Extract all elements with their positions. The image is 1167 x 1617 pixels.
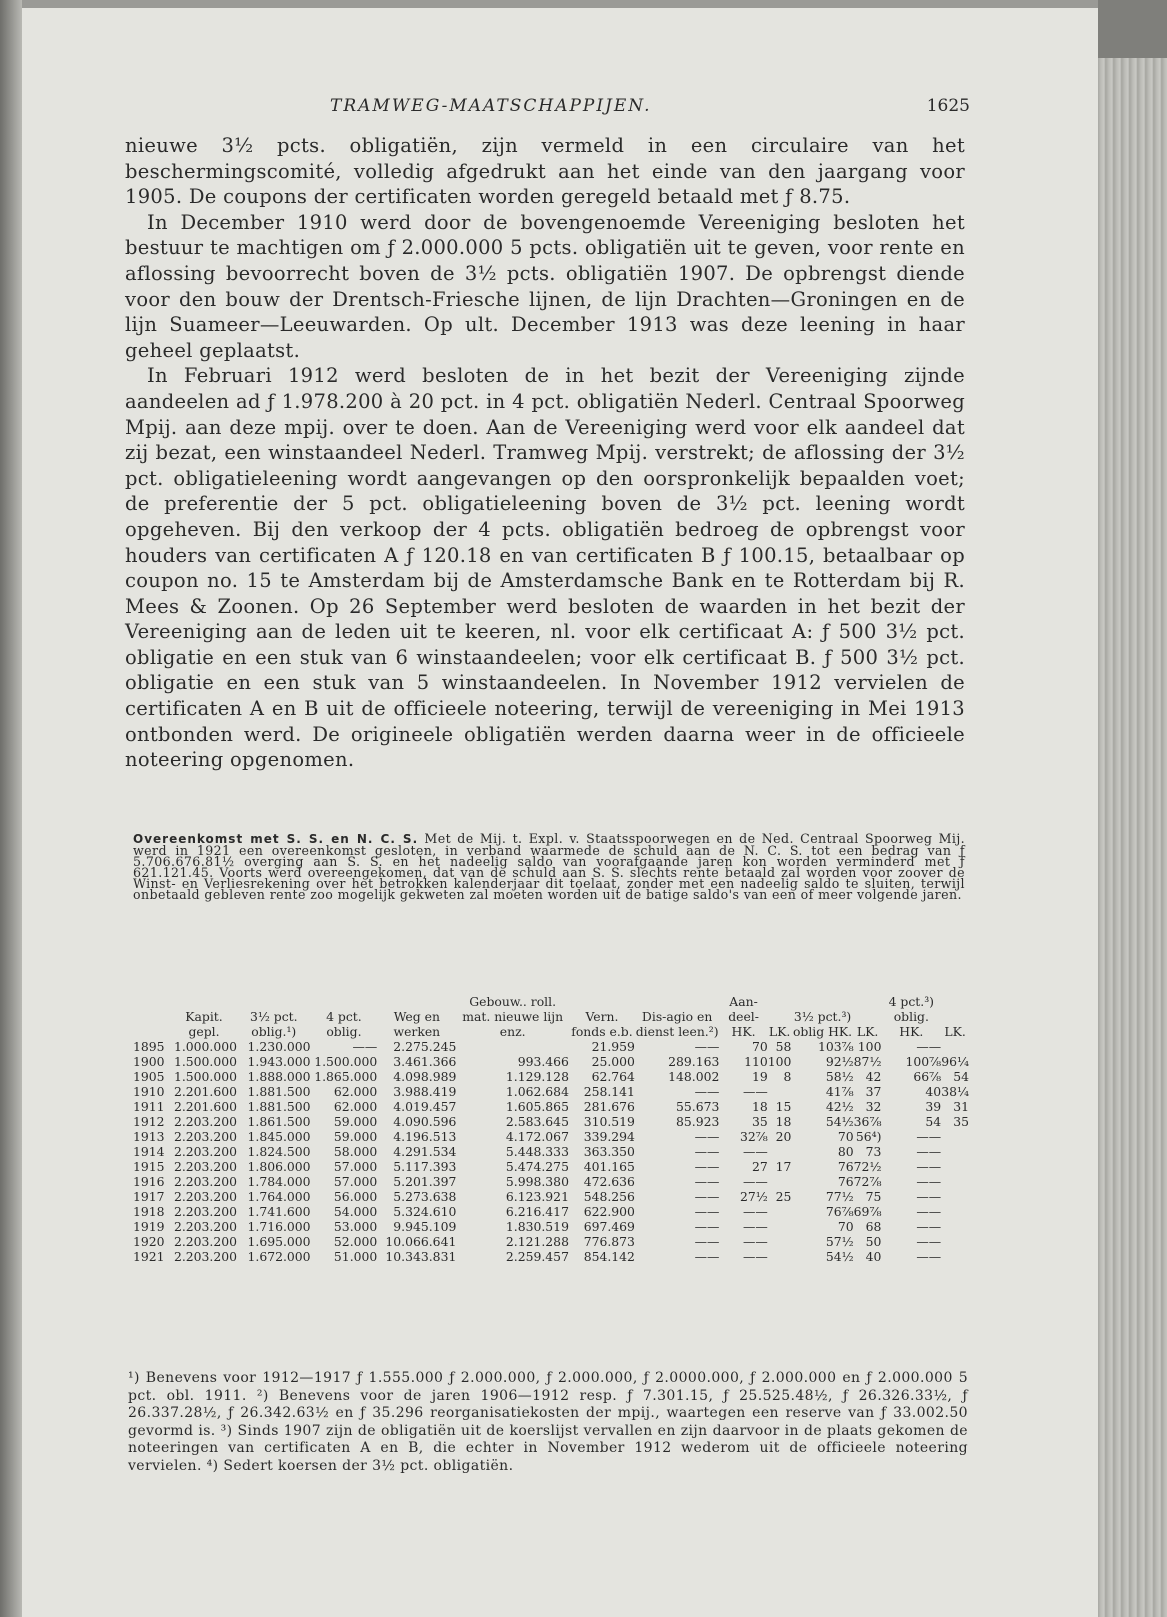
table-cell: 59.000 [333, 1114, 378, 1129]
footnotes: ¹) Benevens voor 1912—1917 ƒ 1.555.000 ƒ 2.000.000, ƒ 2.000.000, ƒ 2.0000.000, ƒ 2.000.000 en ƒ 2.000.000 5 pct. obl. 1911. ²) Benevens voor de jaren 1906—1912 resp. ƒ 7.301.15, ƒ 25.525.48½, ƒ 26.326.33½, ƒ 26.337.28½, ƒ 26.342.63½ en ƒ 35.296 reorganisatiekosten der mpij., waartegen een reserve van ƒ 33.002.50 gevormd is. ³) Sinds 1907 zijn de obligatiën uit de koerslijst vervallen en zijn daarvoor in de plaats gekomen de noteeringen van certificaten A en B, die echter in November 1912 wederom uit de officieele noteering vervielen. ⁴) Sedert koersen der 3½ pct. obligatiën. [128, 1370, 968, 1474]
table-cell [941, 1039, 969, 1054]
table-cell: 548.256 [583, 1189, 635, 1204]
table-cell: 20 [775, 1129, 792, 1144]
table-cell [768, 1174, 792, 1189]
table-cell: 10.343.831 [385, 1249, 457, 1264]
table-cell: 62.764 [591, 1069, 635, 1084]
table-cell: 17 [775, 1159, 792, 1174]
table-cell: 4.291.534 [393, 1144, 457, 1159]
column-header: Kapit. gepl. [185, 1009, 223, 1039]
table-cell: 100⅞ [905, 1054, 942, 1069]
table-cell: 32⅞ [739, 1129, 768, 1144]
table-cell: —— [742, 1219, 768, 1234]
table-cell [941, 1219, 969, 1234]
table-cell: 2.259.457 [505, 1249, 569, 1264]
table-cell: 622.900 [583, 1204, 635, 1219]
table-cell: 472.636 [583, 1174, 635, 1189]
table-cell: 75 [865, 1189, 882, 1204]
paragraph: In December 1910 werd door de bovengenoemde Vereeniging besloten het bestuur te machtigen om ƒ 2.000.000 5 pcts. obligatiën uit te geven, voor rente en aflossing bevoorrecht boven de 3½ pcts. obligatiën 1907. De opbrengst diende voor den bouw der Drentsch-Friesche lijnen, de lijn Drachten—Groningen en de lijn Suameer—Leeuwarden. Op ult. December 1913 was deze leening in haar geheel geplaatst. [125, 210, 965, 362]
table-cell: —— [916, 1144, 942, 1159]
column-header: Weg en werken [393, 1009, 441, 1039]
table-cell: 1.000.000 [173, 1039, 238, 1054]
table-cell: 2.203.200 [173, 1204, 238, 1219]
table-cell: 18 [775, 1114, 792, 1129]
table-cell: —— [742, 1084, 768, 1099]
table-cell: 1.881.500 [247, 1084, 311, 1099]
table-row [133, 1099, 969, 1114]
year-cell: 1910 [133, 1084, 165, 1099]
table-cell: 289.163 [668, 1054, 720, 1069]
year-cell: 1895 [133, 1039, 165, 1054]
table-cell: 1.861.500 [247, 1114, 311, 1129]
table-cell: 32 [865, 1099, 882, 1114]
table-row [133, 1054, 969, 1069]
table-row [133, 1249, 969, 1264]
table-cell: 54½ [825, 1249, 854, 1264]
main-text [125, 133, 965, 773]
table-row [133, 1234, 969, 1249]
table-cell: 1.500.000 [173, 1069, 238, 1084]
table-cell: 2.203.200 [173, 1174, 238, 1189]
table-cell: 25 [775, 1189, 792, 1204]
table-cell: —— [916, 1189, 942, 1204]
table-cell: 80 [837, 1144, 854, 1159]
column-header [133, 994, 171, 1039]
table-cell [941, 1159, 969, 1174]
table-cell: 5.201.397 [393, 1174, 457, 1189]
table-cell: —— [694, 1144, 720, 1159]
year-cell: 1912 [133, 1114, 165, 1129]
table-cell: 1.888.000 [247, 1069, 311, 1084]
table-cell: —— [742, 1234, 768, 1249]
table-cell: 4.019.457 [393, 1099, 457, 1114]
table-cell: —— [694, 1234, 720, 1249]
table-cell: 1.865.000 [314, 1069, 378, 1084]
table-cell: —— [916, 1039, 942, 1054]
table-cell: 56⁴) [855, 1129, 882, 1144]
table-cell: —— [694, 1189, 720, 1204]
table-cell: —— [916, 1249, 942, 1264]
table-header-row [133, 994, 969, 1039]
table-cell: 103⅞ [818, 1039, 854, 1054]
table-cell: 2.583.645 [505, 1114, 569, 1129]
table-cell: 8 [783, 1069, 792, 1084]
table-cell: 110 [744, 1054, 768, 1069]
table-cell: 62.000 [333, 1099, 378, 1114]
table-cell: 72⅞ [853, 1174, 882, 1189]
table-cell: —— [694, 1129, 720, 1144]
table-cell: 76⅞ [825, 1204, 854, 1219]
table-cell: 1.881.500 [247, 1099, 311, 1114]
table-cell: 92½ [825, 1054, 854, 1069]
table-cell [941, 1189, 969, 1204]
table-cell: 258.141 [583, 1084, 635, 1099]
year-cell: 1916 [133, 1174, 165, 1189]
table-cell: 87½ [853, 1054, 882, 1069]
table-cell: 363.350 [583, 1144, 635, 1159]
agreement-note [133, 833, 965, 901]
table-cell: 2.201.600 [173, 1099, 238, 1114]
year-cell: 1920 [133, 1234, 165, 1249]
table-cell: 2.203.200 [173, 1159, 238, 1174]
table-cell: 3.461.366 [393, 1054, 457, 1069]
table-cell: 41⅞ [825, 1084, 854, 1099]
column-header: Aan-deel- HK. [728, 994, 759, 1039]
table-cell: —— [694, 1204, 720, 1219]
table-cell: 42 [865, 1069, 882, 1084]
table-cell: 35 [953, 1114, 969, 1129]
table-cell: 2.203.200 [173, 1189, 238, 1204]
column-header: Dis-agio en dienst leen.²) [635, 1009, 719, 1039]
table-cell: 1.784.000 [247, 1174, 311, 1189]
table-cell [768, 1084, 792, 1099]
table-cell: 1.716.000 [247, 1219, 311, 1234]
table-cell: 1.806.000 [247, 1159, 311, 1174]
table-cell: —— [916, 1219, 942, 1234]
table-cell: 31 [953, 1099, 969, 1114]
year-cell: 1919 [133, 1219, 165, 1234]
note-text: Met de Mij. t. Expl. v. Staatsspoorwegen en de Ned. Centraal Spoorweg Mij. werd in 1921 een overeenkomst gesloten, in verband waarmede de schuld aan de N. C. S. tot een bedrag van ƒ 5.706.676.81½ overging aan S. S. en het nadeelig saldo van voorafgaande jaren kon worden verminderd met ƒ 621.121.45. Voorts werd overeengekomen, dat van de schuld aan S. S. slechts rente betaald zal worden voor zoover de Winst- en Verliesrekening over het betrokken kalenderjaar dit toelaat, zonder met een nadeelig saldo te sluiten, terwijl onbetaald gebleven rente zoo mogelijk gekweten zal moeten worden uit de batige saldo's van een of meer volgende jaren. [133, 831, 966, 903]
table-cell: 776.873 [583, 1234, 635, 1249]
table-cell: —— [694, 1249, 720, 1264]
table-cell [941, 1129, 969, 1144]
paragraph: In Februari 1912 werd besloten de in het bezit der Vereeniging zijnde aandeelen ad ƒ 1.978.200 à 20 pct. in 4 pct. obligatiën Nederl. Centraal Spoorweg Mpij. aan deze mpij. over te doen. Aan de Vereeniging werd voor elk aandeel dat zij bezat, een winstaandeel Nederl. Tramweg Mpij. verstrekt; de aflossing der 3½ pct. obligatieleening wordt aangevangen op den oorspronkelijk bepaalden voet; de preferentie der 5 pct. obligatieleening boven de 3½ pct. leening wordt opgeheven. Bij den verkoop der 4 pcts. obligatiën bedroeg de opbrengst voor houders van certificaten A ƒ 120.18 en van certificaten B ƒ 100.15, betaalbaar op coupon no. 15 te Amsterdam bij de Amsterdamsche Bank en te Rotterdam bij R. Mees & Zoonen. Op 26 September werd besloten de waarden in het bezit der Vereeniging aan de leden uit te keeren, nl. voor elk certificaat A: ƒ 500 3½ pct. obligatie en een stuk van 6 winstaandeelen; voor elk certificaat B. ƒ 500 3½ pct. obligatie en een stuk van 5 winstaandeelen. In November 1912 vervielen de certificaten A en B uit de officieele noteering, terwijl de vereeniging in Mei 1913 ontbonden werd. De origineele obligatiën werden daarna weer in de officieele noteering opgenomen. [125, 364, 965, 772]
year-cell: 1917 [133, 1189, 165, 1204]
table-cell: 54 [953, 1069, 969, 1084]
column-header: LK. [768, 1024, 791, 1039]
table-cell: 1.764.000 [247, 1189, 311, 1204]
table-cell: 9.945.109 [393, 1219, 457, 1234]
table-cell [456, 1039, 569, 1054]
table-cell: 1.500.000 [173, 1054, 238, 1069]
column-header: Vern. fonds e.b. [571, 1009, 633, 1039]
table-cell: —— [742, 1204, 768, 1219]
table-cell: 58½ [825, 1069, 854, 1084]
book-page-edges [1098, 0, 1167, 1617]
table-cell [768, 1249, 792, 1264]
table-cell: 70 [837, 1219, 854, 1234]
table-cell: 51.000 [333, 1249, 378, 1264]
table-cell: 1.062.684 [505, 1084, 569, 1099]
table-cell: 5.998.380 [505, 1174, 569, 1189]
table-cell: 70 [837, 1129, 854, 1144]
table-cell: 18 [751, 1099, 768, 1114]
table-cell: 4.090.596 [393, 1114, 457, 1129]
table-cell: —— [916, 1174, 942, 1189]
table-cell: 77½ [825, 1189, 854, 1204]
table-row [133, 1204, 969, 1219]
table-cell [941, 1204, 969, 1219]
paragraph: nieuwe 3½ pcts. obligatiën, zijn vermeld in een circulaire van het beschermingscomité, volledig afgedrukt aan het einde van den jaargang voor 1905. De coupons der certificaten worden geregeld betaald met ƒ 8.75. [125, 134, 965, 209]
table-cell: 50 [865, 1234, 882, 1249]
table-cell: 1.943.000 [247, 1054, 311, 1069]
table-cell: 854.142 [583, 1249, 635, 1264]
page-number: 1625 [926, 96, 970, 116]
column-header: 4 pct.³) oblig. HK. [888, 994, 935, 1039]
table-cell: —— [694, 1174, 720, 1189]
table-cell: 2.203.200 [173, 1249, 238, 1264]
table-cell: —— [694, 1084, 720, 1099]
table-cell: 1.845.000 [247, 1129, 311, 1144]
table-cell: 58.000 [333, 1144, 378, 1159]
table-cell: 36⅞ [853, 1114, 882, 1129]
table-cell: 4.196.513 [393, 1129, 457, 1144]
table-cell: 1.695.000 [247, 1234, 311, 1249]
table-cell: 35 [751, 1114, 768, 1129]
column-header: LK. [944, 1024, 966, 1039]
table-cell: 148.002 [668, 1069, 720, 1084]
year-cell: 1911 [133, 1099, 165, 1114]
table-cell: 15 [775, 1099, 792, 1114]
table-cell: 100 [857, 1039, 882, 1054]
table-cell [941, 1234, 969, 1249]
table-cell: 76 [837, 1174, 854, 1189]
note-lead: Overeenkomst met S. S. en N. C. S. [133, 832, 419, 846]
table-cell: —— [694, 1219, 720, 1234]
table-cell: —— [742, 1174, 768, 1189]
table-cell [768, 1234, 792, 1249]
table-cell: 27½ [739, 1189, 768, 1204]
table-cell: 1.824.500 [247, 1144, 311, 1159]
table-cell: 3.988.419 [393, 1084, 457, 1099]
table-cell: 68 [865, 1219, 882, 1234]
table-cell: 4.098.989 [393, 1069, 457, 1084]
table-cell: 62.000 [333, 1084, 378, 1099]
table-cell: 2.121.288 [505, 1234, 569, 1249]
table-cell: 72½ [853, 1159, 882, 1174]
table-cell: 21.959 [591, 1039, 635, 1054]
table-row [133, 1219, 969, 1234]
table-cell: 401.165 [583, 1159, 635, 1174]
table-cell: 42½ [825, 1099, 854, 1114]
year-cell: 1915 [133, 1159, 165, 1174]
table-cell: —— [694, 1039, 720, 1054]
table-cell: 57½ [825, 1234, 854, 1249]
table-cell: —— [694, 1159, 720, 1174]
table-cell: 27 [751, 1159, 768, 1174]
table-cell: —— [742, 1249, 768, 1264]
table-cell: 2.203.200 [173, 1234, 238, 1249]
table-cell: 54½ [825, 1114, 854, 1129]
table-cell: 10.066.641 [385, 1234, 457, 1249]
table-cell: 993.466 [517, 1054, 569, 1069]
table-cell: 40 [925, 1084, 942, 1099]
table-cell: 1.500.000 [314, 1054, 378, 1069]
financial-table [133, 994, 969, 1264]
table-cell: 54 [925, 1114, 942, 1129]
table-cell: 76 [837, 1159, 854, 1174]
table-cell: 1.605.865 [505, 1099, 569, 1114]
table-cell: 1.830.519 [505, 1219, 569, 1234]
table-cell: 96¼ [941, 1054, 969, 1069]
table-cell: —— [916, 1159, 942, 1174]
year-cell: 1921 [133, 1249, 165, 1264]
table-cell: 69⅞ [853, 1204, 882, 1219]
scan-gutter-shadow [0, 0, 22, 1617]
column-header: LK. [856, 1024, 879, 1039]
table-cell: 697.469 [583, 1219, 635, 1234]
year-cell: 1905 [133, 1069, 165, 1084]
table-cell: 1.230.000 [247, 1039, 311, 1054]
table-cell [768, 1219, 792, 1234]
table-cell: 2.203.200 [173, 1144, 238, 1159]
table-cell: 37 [865, 1084, 882, 1099]
table-cell: 55.673 [676, 1099, 720, 1114]
table-cell [941, 1144, 969, 1159]
table-cell [768, 1144, 792, 1159]
table-cell: 4.172.067 [505, 1129, 569, 1144]
table-cell: 310.519 [583, 1114, 635, 1129]
table-cell: 339.294 [583, 1129, 635, 1144]
table-cell: —— [352, 1039, 378, 1054]
table-cell: —— [916, 1234, 942, 1249]
table-cell: 52.000 [333, 1234, 378, 1249]
scan-border-top [0, 0, 1167, 8]
table-row [133, 1129, 969, 1144]
running-header [330, 96, 970, 120]
table-cell [941, 1174, 969, 1189]
table-cell: 39 [925, 1099, 942, 1114]
table-cell [941, 1249, 969, 1264]
table-cell: 73 [865, 1144, 882, 1159]
table-cell: 56.000 [333, 1189, 378, 1204]
table-cell: 1.129.128 [505, 1069, 569, 1084]
table-cell: 5.324.610 [393, 1204, 457, 1219]
table-cell: 57.000 [333, 1174, 378, 1189]
column-header: 3½ pct.³) oblig HK. [792, 1009, 853, 1039]
table-cell: 59.000 [333, 1129, 378, 1144]
table-cell: 2.203.200 [173, 1219, 238, 1234]
column-header: Gebouw.. roll. mat. nieuwe lijn enz. [462, 994, 564, 1039]
table-cell: 38¼ [941, 1084, 969, 1099]
table-cell: 2.201.600 [173, 1084, 238, 1099]
table-row [133, 1114, 969, 1129]
table-cell: 2.203.200 [173, 1114, 238, 1129]
table-cell: 5.273.638 [393, 1189, 457, 1204]
table-cell: 6.123.921 [505, 1189, 569, 1204]
table-row [133, 1069, 969, 1084]
table-row [133, 1159, 969, 1174]
year-cell: 1913 [133, 1129, 165, 1144]
table-cell: 54.000 [333, 1204, 378, 1219]
table-cell: 19 [751, 1069, 768, 1084]
table-cell: —— [742, 1144, 768, 1159]
table-cell: 70 [751, 1039, 768, 1054]
table-cell: 1.672.000 [247, 1249, 311, 1264]
running-title: TRAMWEG-MAATSCHAPPIJEN. [330, 96, 652, 116]
table-row [133, 1189, 969, 1204]
table-row [133, 1039, 969, 1054]
table-cell: —— [916, 1204, 942, 1219]
year-cell: 1918 [133, 1204, 165, 1219]
table-cell: 25.000 [591, 1054, 635, 1069]
table-cell: 66⅞ [913, 1069, 942, 1084]
table-cell: 53.000 [333, 1219, 378, 1234]
column-header: 4 pct. oblig. [326, 1009, 362, 1039]
table-cell: —— [916, 1129, 942, 1144]
table-row [133, 1144, 969, 1159]
year-cell: 1914 [133, 1144, 165, 1159]
table-cell: 5.448.333 [505, 1144, 569, 1159]
table-cell: 281.676 [583, 1099, 635, 1114]
table-cell: 40 [865, 1249, 882, 1264]
table-cell: 57.000 [333, 1159, 378, 1174]
table-cell: 1.741.600 [247, 1204, 311, 1219]
table-cell: 58 [775, 1039, 792, 1054]
table-body [133, 1039, 969, 1264]
table-cell: 2.275.245 [393, 1039, 457, 1054]
table-cell [768, 1204, 792, 1219]
table-cell: 6.216.417 [505, 1204, 569, 1219]
table-cell: 2.203.200 [173, 1129, 238, 1144]
table-cell: 100 [767, 1054, 792, 1069]
book-page-edges-top [1098, 0, 1167, 58]
table-row [133, 1084, 969, 1099]
column-header: 3½ pct. oblig.¹) [249, 1009, 298, 1039]
year-cell: 1900 [133, 1054, 165, 1069]
table-cell: 5.117.393 [393, 1159, 457, 1174]
table-cell: 85.923 [676, 1114, 720, 1129]
table-row [133, 1174, 969, 1189]
table-cell: 5.474.275 [505, 1159, 569, 1174]
